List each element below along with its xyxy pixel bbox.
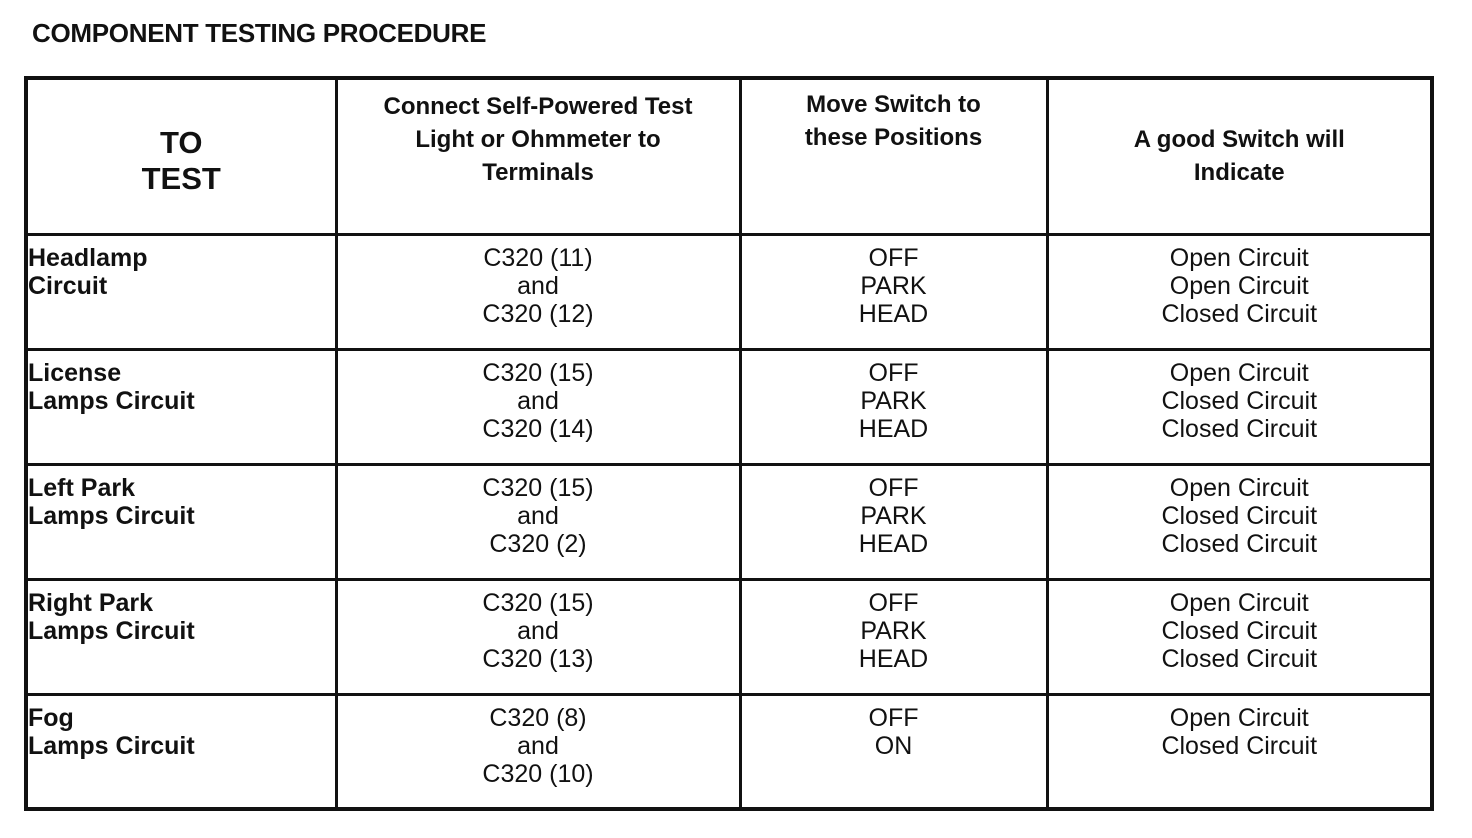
header-line: A good Switch will (1133, 126, 1345, 154)
circuit-name-line: Headlamp (28, 243, 148, 272)
header-terminals (336, 78, 740, 234)
circuit-name-cell (26, 464, 336, 579)
header-line: Terminals (482, 159, 594, 186)
positions-cell (740, 234, 1047, 349)
terminals-cell (336, 464, 740, 579)
circuit-name-line: Right Park (28, 588, 154, 617)
terminals-cell (336, 234, 740, 349)
result-line: Open Circuit (1169, 243, 1309, 272)
terminal-line: C320 (15) (482, 358, 594, 387)
position-line: PARK (860, 271, 927, 300)
result-line: Open Circuit (1169, 588, 1309, 617)
results-cell (1047, 234, 1432, 349)
position-line: PARK (860, 386, 927, 415)
position-line: OFF (868, 243, 919, 272)
table-row (26, 234, 1432, 349)
terminals-cell (336, 579, 740, 694)
terminal-line: and (517, 386, 559, 415)
result-line: Closed Circuit (1161, 529, 1318, 558)
result-line: Open Circuit (1169, 358, 1309, 387)
position-line: OFF (868, 358, 919, 387)
circuit-name-cell (26, 349, 336, 464)
header-line: Light or Ohmmeter to (415, 126, 661, 153)
testing-procedure-table (24, 76, 1434, 811)
terminal-line: C320 (12) (482, 299, 594, 328)
result-line: Closed Circuit (1161, 501, 1318, 530)
terminals-cell (336, 694, 740, 809)
terminal-line: C320 (15) (482, 588, 594, 617)
position-line: PARK (860, 501, 927, 530)
terminal-line: C320 (2) (489, 529, 587, 558)
results-cell (1047, 694, 1432, 809)
terminal-line: and (517, 616, 559, 645)
terminal-line: C320 (14) (482, 414, 594, 443)
circuit-name-line: Fog (28, 703, 74, 732)
position-line: OFF (868, 588, 919, 617)
circuit-name-line: Circuit (28, 271, 108, 300)
terminal-line: and (517, 271, 559, 300)
circuit-name-cell (26, 694, 336, 809)
position-line: OFF (868, 473, 919, 502)
result-line: Closed Circuit (1161, 299, 1318, 328)
position-line: OFF (868, 703, 919, 732)
header-line: Indicate (1193, 159, 1285, 187)
table-row (26, 464, 1432, 579)
result-line: Closed Circuit (1161, 731, 1318, 760)
circuit-name-line: Left Park (28, 473, 135, 502)
position-line: HEAD (858, 529, 929, 558)
circuit-name-cell (26, 234, 336, 349)
terminal-line: C320 (8) (489, 703, 587, 732)
position-line: HEAD (858, 414, 929, 443)
result-line: Closed Circuit (1161, 414, 1318, 443)
result-line: Closed Circuit (1161, 644, 1318, 673)
positions-cell (740, 349, 1047, 464)
result-line: Closed Circuit (1161, 386, 1318, 415)
circuit-name-line: Lamps Circuit (28, 616, 195, 645)
result-line: Open Circuit (1169, 473, 1309, 502)
terminal-line: and (517, 501, 559, 530)
circuit-name-line: License (28, 358, 122, 387)
header-line: Connect Self-Powered Test (383, 93, 693, 120)
terminal-line: C320 (13) (482, 644, 594, 673)
header-switch-positions (740, 78, 1047, 234)
table-header-row (26, 78, 1432, 234)
terminal-line: C320 (15) (482, 473, 594, 502)
results-cell (1047, 464, 1432, 579)
table-row (26, 579, 1432, 694)
positions-cell (740, 579, 1047, 694)
results-cell (1047, 579, 1432, 694)
page-title: COMPONENT TESTING PROCEDURE (32, 18, 487, 48)
header-good-switch-indication (1047, 78, 1432, 234)
circuit-name-line: Lamps Circuit (28, 731, 195, 760)
header-line: these Positions (804, 124, 983, 151)
position-line: ON (874, 731, 913, 760)
terminal-line: C320 (10) (482, 759, 594, 788)
terminal-line: C320 (11) (483, 243, 593, 272)
circuit-name-cell (26, 579, 336, 694)
header-line: TO (160, 125, 203, 161)
table-row (26, 694, 1432, 809)
table-row (26, 349, 1432, 464)
header-line: Move Switch to (806, 91, 981, 118)
position-line: HEAD (858, 644, 929, 673)
position-line: PARK (860, 616, 927, 645)
positions-cell (740, 694, 1047, 809)
result-line: Open Circuit (1169, 271, 1309, 300)
result-line: Open Circuit (1169, 703, 1309, 732)
terminals-cell (336, 349, 740, 464)
header-line: TEST (141, 161, 221, 197)
circuit-name-line: Lamps Circuit (28, 501, 195, 530)
results-cell (1047, 349, 1432, 464)
terminal-line: and (517, 731, 559, 760)
result-line: Closed Circuit (1161, 616, 1318, 645)
header-to-test (26, 78, 336, 234)
positions-cell (740, 464, 1047, 579)
circuit-name-line: Lamps Circuit (28, 386, 195, 415)
position-line: HEAD (858, 299, 929, 328)
